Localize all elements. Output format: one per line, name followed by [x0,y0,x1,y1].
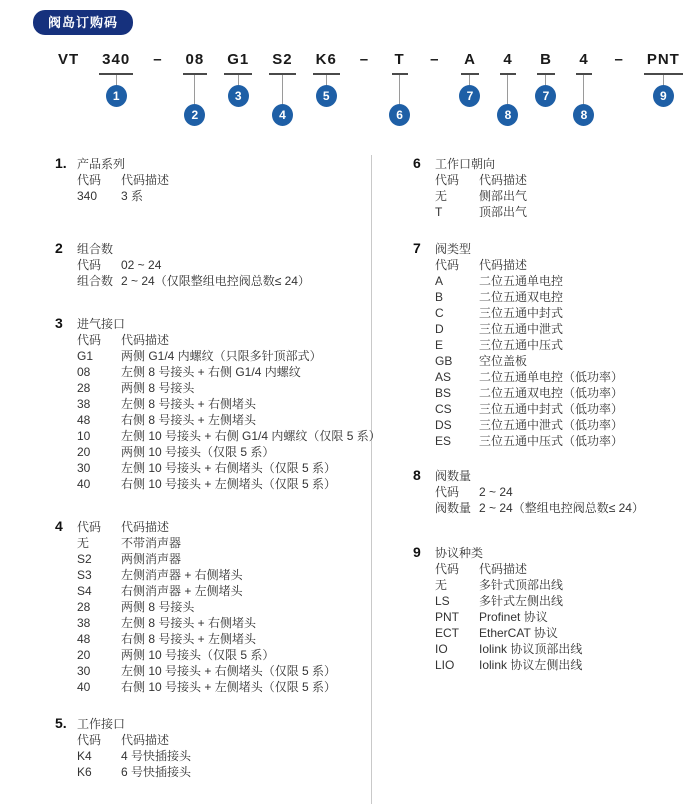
row-desc: 二位五通双电控 [479,290,564,304]
code-segment [224,52,252,107]
row-code: 28 [77,381,91,395]
section-header [413,240,693,257]
table-row [413,305,693,321]
code-segment [644,52,683,107]
table-row [413,385,693,401]
row-code: K4 [77,749,92,763]
table-row [413,641,693,657]
code-text: G1 [224,52,252,75]
row-desc: 3 系 [121,189,144,203]
table-row [55,631,371,647]
section-9 [413,544,693,673]
row-desc: 三位五通中压式（低功率） [479,434,624,448]
row-code: BS [435,386,452,400]
connector-line [194,75,195,104]
marker-circle-7: 7 [459,85,480,107]
code-text: S2 [269,52,295,75]
code-text: 4 [500,52,515,75]
row-code: 无 [77,536,90,550]
row-code: 38 [77,616,91,630]
table-row [55,599,371,615]
row-code: 代码 [77,258,102,272]
section-title: 工作口朝向 [435,157,496,171]
table-row [55,567,371,583]
row-code: 340 [77,189,98,203]
row-desc: 三位五通中封式 [479,306,564,320]
code-segment [313,52,340,107]
row-desc: 代码描述 [121,333,170,347]
section-title: 产品系列 [77,157,126,171]
table-row [55,380,371,396]
row-code: 30 [77,461,91,475]
code-text: T [392,52,408,75]
table-row [55,764,371,780]
row-code: ECT [435,626,459,640]
row-code: LS [435,594,450,608]
row-desc: 左侧消声器 + 右侧堵头 [121,568,243,582]
section-7 [413,240,693,449]
section-header [55,240,371,257]
table-row [413,273,693,289]
marker-circle-7: 7 [535,85,556,107]
table-row [55,348,371,364]
section-header [55,715,371,732]
row-desc: 代码描述 [121,733,170,747]
row-code: S4 [77,584,92,598]
table-row [413,188,693,204]
connector-line [469,75,470,85]
code-text: 08 [183,52,208,75]
table-row [413,172,693,188]
section-6 [413,155,693,220]
section-title: 进气接口 [77,317,126,331]
table-row [413,401,693,417]
row-desc: 右侧 8 号接头 + 左侧堵头 [121,413,257,427]
row-code: D [435,322,444,336]
row-code: S3 [77,568,92,582]
code-segment [183,52,208,126]
code-segment [389,52,410,126]
row-code: 代码 [77,173,102,187]
row-desc: 侧部出气 [479,189,528,203]
table-row [55,396,371,412]
code-text: 4 [576,52,591,75]
marker-circle-6: 6 [389,104,410,126]
row-desc: 左侧 10 号接头 + 右侧 G1/4 内螺纹（仅限 5 系） [121,429,381,443]
code-segment [535,52,556,107]
section-5 [55,715,371,780]
table-row [55,679,371,695]
section-header [55,155,371,172]
marker-circle-4: 4 [272,104,293,126]
row-desc: 右侧 10 号接头 + 左侧堵头（仅限 5 系） [121,680,337,694]
row-code: G1 [77,349,94,363]
row-desc: 代码描述 [479,562,528,576]
connector-line [507,75,508,104]
section-3 [55,315,381,492]
table-row [55,273,371,289]
row-code: 组合数 [77,274,114,288]
marker-circle-8: 8 [573,104,594,126]
row-code: 40 [77,477,91,491]
section-header [413,544,693,561]
connector-line [545,75,546,85]
row-desc: 空位盖板 [479,354,528,368]
section-number: 9 [413,544,421,560]
table-row [55,748,371,764]
code-text: – [153,51,163,68]
table-row [55,647,371,663]
row-code: ES [435,434,452,448]
row-code: CS [435,402,452,416]
row-code: T [435,205,443,219]
row-desc: 右侧消声器 + 左侧堵头 [121,584,243,598]
table-row [55,476,371,492]
row-desc: 02 ~ 24 [121,258,162,272]
row-code: E [435,338,444,352]
table-row [413,484,693,500]
section-2 [55,240,371,289]
table-row [55,583,371,599]
row-code: 代码 [77,733,102,747]
table-row [413,593,693,609]
row-desc: 2 ~ 24（仅限整组电控阀总数≤ 24） [121,274,310,288]
marker-circle-3: 3 [228,85,249,107]
table-row [55,551,371,567]
code-segment [269,52,295,126]
row-code: 代码 [77,520,102,534]
row-code: 10 [77,429,91,443]
connector-line [326,75,327,85]
marker-circle-2: 2 [184,104,205,126]
row-code: DS [435,418,452,432]
table-row [55,428,381,444]
table-row [55,615,371,631]
table-row [413,625,693,641]
table-row [413,561,693,577]
section-number: 4 [55,518,63,534]
table-row [55,732,371,748]
order-code-diagram [55,52,683,126]
table-row [55,535,371,551]
row-code: 代码 [77,333,102,347]
row-desc: 三位五通中封式（低功率） [479,402,624,416]
code-text: A [461,52,479,75]
row-code: B [435,290,444,304]
code-text: – [614,51,624,68]
row-code: GB [435,354,453,368]
connector-line [238,75,239,85]
section-title: 工作接口 [77,717,126,731]
table-row [55,412,371,428]
row-desc: 右侧 10 号接头 + 左侧堵头（仅限 5 系） [121,477,337,491]
connector-line [583,75,584,104]
row-desc: 左侧 8 号接头 + 右侧堵头 [121,616,257,630]
connector-line [282,75,283,104]
row-desc: Iolink 协议顶部出线 [479,642,583,656]
connector-line [663,75,664,85]
table-row [413,433,693,449]
section-title: 阀数量 [435,469,472,483]
section-number: 6 [413,155,421,171]
section-header [413,155,693,172]
table-row [55,172,371,188]
table-row [413,257,693,273]
table-row [413,417,693,433]
code-segment [99,52,133,107]
row-desc: Iolink 协议左侧出线 [479,658,583,672]
table-row [413,609,693,625]
section-header [413,467,693,484]
row-desc: Profinet 协议 [479,610,548,624]
row-desc: 两侧 8 号接头 [121,600,195,614]
row-desc: 两侧 8 号接头 [121,381,195,395]
row-desc: 两侧消声器 [121,552,182,566]
row-desc: 左侧 8 号接头 + 右侧堵头 [121,397,257,411]
spec-columns [0,155,693,804]
row-code: 无 [435,189,448,203]
row-desc: 2 ~ 24 [479,485,513,499]
code-text: – [359,51,370,68]
code-segment [427,52,442,73]
table-row [413,369,693,385]
row-code: PNT [435,610,459,624]
code-segment [150,52,165,73]
row-desc: 2 ~ 24（整组电控阀总数≤ 24） [479,501,644,515]
row-code: 20 [77,648,91,662]
table-row [55,188,371,204]
row-desc: 二位五通双电控（低功率） [479,386,624,400]
code-text: – [430,51,440,68]
row-code: 20 [77,445,91,459]
row-desc: 两侧 10 号接头（仅限 5 系） [121,445,275,459]
row-desc: EtherCAT 协议 [479,626,558,640]
connector-line [399,75,400,104]
marker-circle-1: 1 [106,85,127,107]
row-desc: 两侧 10 号接头（仅限 5 系） [121,648,275,662]
section-number: 5. [55,715,67,731]
code-segment [55,52,82,73]
section-header [55,518,371,535]
row-desc: 左侧 10 号接头 + 右侧堵头（仅限 5 系） [121,461,337,475]
row-code: C [435,306,444,320]
section-number: 3 [55,315,63,331]
row-desc: 二位五通单电控（低功率） [479,370,624,384]
row-desc: 6 号快插接头 [121,765,192,779]
row-code: LIO [435,658,455,672]
code-text: 340 [99,52,133,75]
row-desc: 多针式顶部出线 [479,578,564,592]
section-title: 组合数 [77,242,114,256]
row-code: AS [435,370,452,384]
table-row [55,257,371,273]
section-1 [55,155,371,204]
marker-circle-8: 8 [497,104,518,126]
table-row [55,332,371,348]
row-code: 代码 [435,562,460,576]
section-number: 1. [55,155,67,171]
code-segment [573,52,594,126]
row-code: 48 [77,413,91,427]
table-row [413,321,693,337]
row-code: S2 [77,552,92,566]
row-code: A [435,274,444,288]
row-desc: 代码描述 [121,520,170,534]
row-desc: 4 号快插接头 [121,749,192,763]
code-text: B [537,52,555,75]
table-row [413,353,693,369]
row-desc: 多针式左侧出线 [479,594,564,608]
row-desc: 两侧 G1/4 内螺纹（只限多针顶部式） [121,349,322,363]
row-desc: 代码描述 [479,173,528,187]
row-code: IO [435,642,448,656]
row-desc: 三位五通中泄式 [479,322,564,336]
section-title: 阀类型 [435,242,472,256]
row-desc: 二位五通单电控 [479,274,564,288]
section-title: 协议种类 [435,546,484,560]
table-row [413,337,693,353]
row-code: 08 [77,365,91,379]
row-code: 28 [77,600,91,614]
code-segment [611,52,626,73]
column-left [0,155,381,804]
table-row [413,657,693,673]
table-row [413,204,693,220]
row-desc: 左侧 8 号接头 + 右侧 G1/4 内螺纹 [121,365,301,379]
table-row [55,460,371,476]
code-segment [357,52,372,73]
row-desc: 顶部出气 [479,205,528,219]
row-desc: 代码描述 [479,258,528,272]
table-row [413,577,693,593]
row-code: 代码 [435,173,460,187]
marker-circle-5: 5 [316,85,337,107]
table-row [413,500,693,516]
table-row [55,364,371,380]
column-right [372,155,693,804]
row-desc: 三位五通中压式 [479,338,564,352]
code-segment [459,52,480,107]
section-number: 7 [413,240,421,256]
section-4 [55,518,371,695]
code-text: VT [58,51,80,68]
row-desc: 三位五通中泄式（低功率） [479,418,624,432]
code-segment [497,52,518,126]
section-number: 2 [55,240,63,256]
row-code: K6 [77,765,92,779]
row-code: 代码 [435,485,460,499]
table-row [55,663,371,679]
connector-line [116,75,117,85]
section-header [55,315,371,332]
row-code: 无 [435,578,448,592]
section-8 [413,467,693,516]
row-desc: 左侧 10 号接头 + 右侧堵头（仅限 5 系） [121,664,337,678]
row-desc: 右侧 8 号接头 + 左侧堵头 [121,632,257,646]
row-desc: 不带消声器 [121,536,182,550]
page-title-badge: 阀岛订购码 [33,10,133,35]
row-code: 40 [77,680,91,694]
row-code: 48 [77,632,91,646]
row-code: 阀数量 [435,501,472,515]
table-row [55,444,371,460]
section-number: 8 [413,467,421,483]
row-code: 30 [77,664,91,678]
row-desc: 代码描述 [121,173,170,187]
row-code: 38 [77,397,91,411]
code-text: PNT [644,52,683,75]
table-row [413,289,693,305]
row-code: 代码 [435,258,460,272]
marker-circle-9: 9 [653,85,674,107]
code-text: K6 [313,52,340,75]
